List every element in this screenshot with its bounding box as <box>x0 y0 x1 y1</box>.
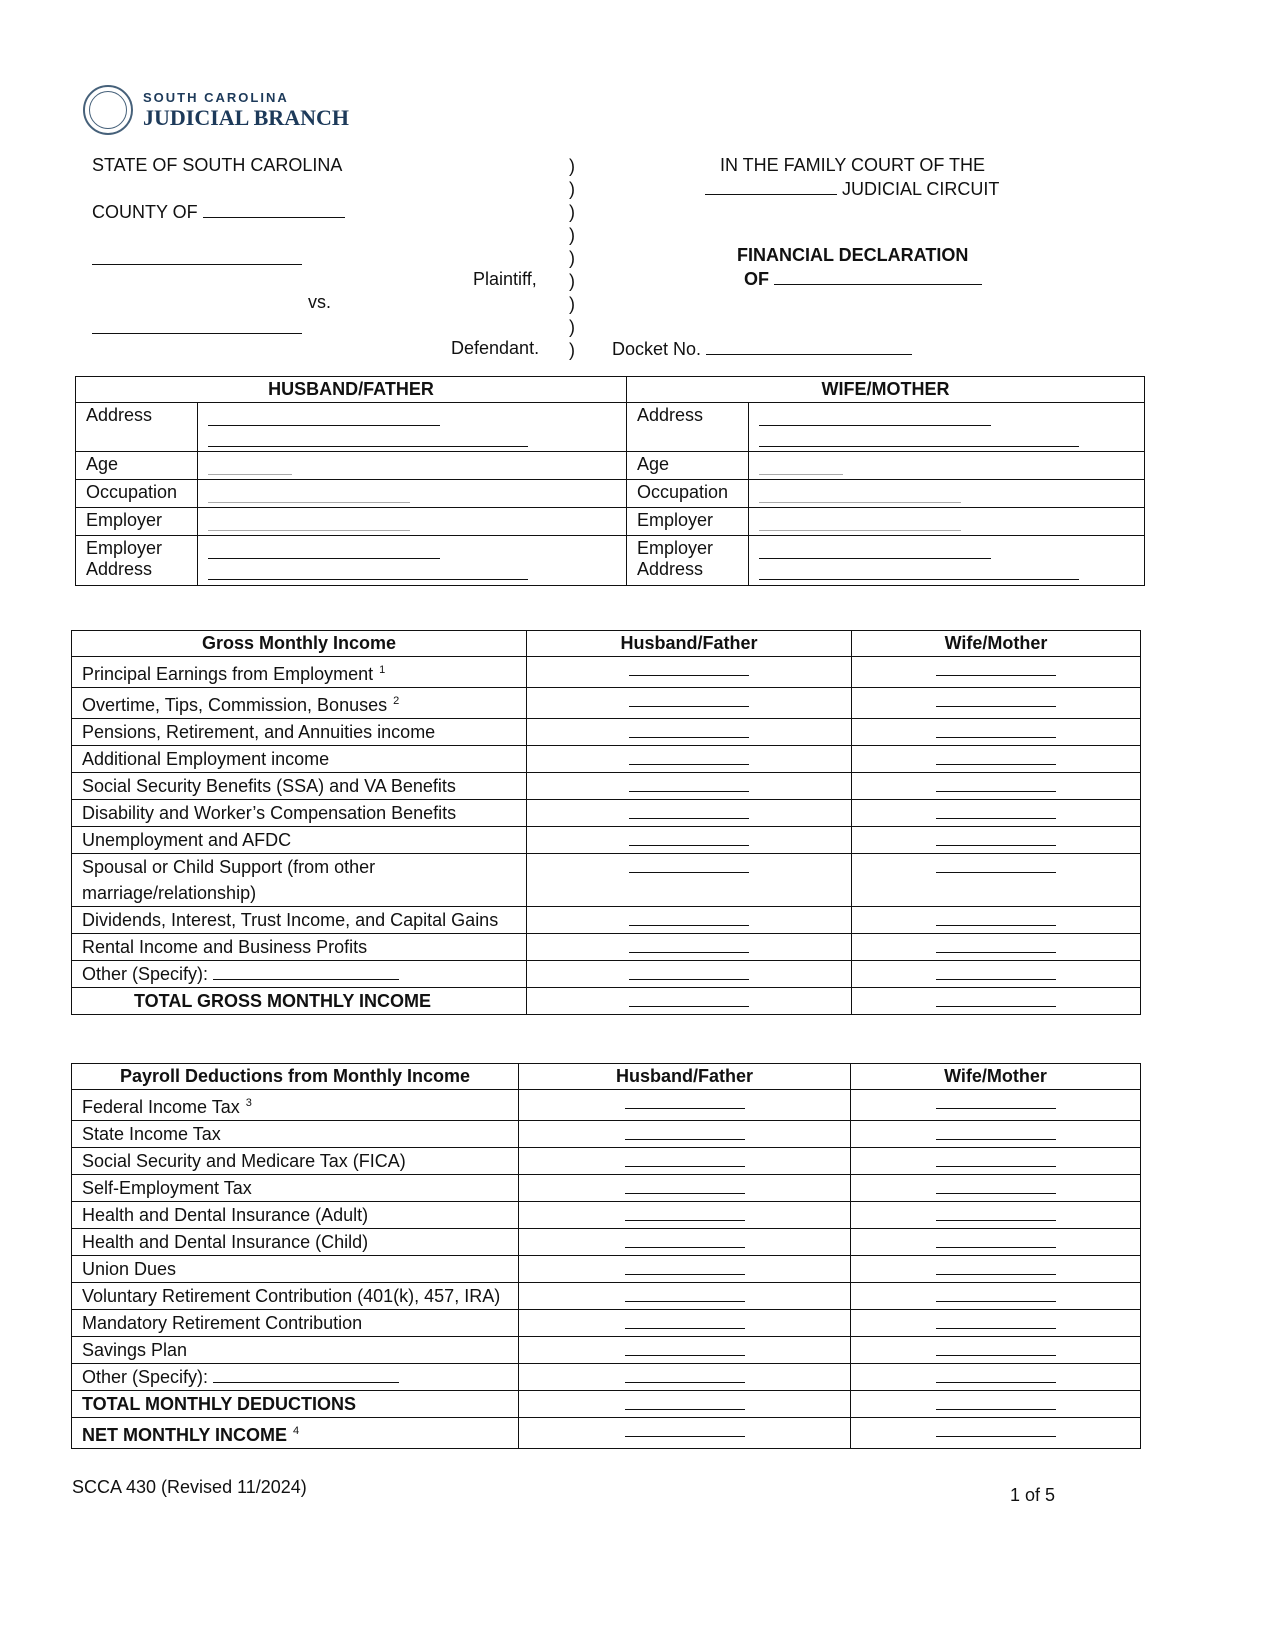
husband-header: HUSBAND/FATHER <box>76 377 627 403</box>
declarant-field[interactable] <box>774 268 982 285</box>
table-row <box>72 1202 1141 1229</box>
wife-amount-cell <box>851 1310 1141 1337</box>
husband-amount-cell <box>527 746 852 773</box>
defendant-name-field[interactable] <box>92 317 302 334</box>
row-label: Health and Dental Insurance (Child) <box>82 1232 369 1252</box>
wife-amount-cell <box>852 934 1141 961</box>
party-row <box>76 452 1145 480</box>
husband-input[interactable] <box>208 430 528 447</box>
specify-field[interactable] <box>213 963 399 980</box>
wife-amount-field[interactable] <box>936 775 1056 792</box>
husband-amount-cell <box>527 961 852 988</box>
docket-field[interactable] <box>706 338 912 355</box>
paren: ) <box>569 271 575 291</box>
row-label-cell <box>72 1364 519 1391</box>
wife-amount-field[interactable] <box>936 990 1056 1007</box>
row-label: Pensions, Retirement, and Annuities income <box>82 722 436 742</box>
row-label: Voluntary Retirement Contribution (401(k), 457, IRA) <box>82 1286 501 1306</box>
table-row <box>72 1418 1141 1449</box>
party-row <box>76 536 1145 586</box>
paren: ) <box>569 179 575 199</box>
table-row <box>72 988 1141 1015</box>
row-label-cell <box>72 773 527 800</box>
paren: ) <box>569 225 575 245</box>
table-row <box>72 827 1141 854</box>
husband-amount-field[interactable] <box>629 802 749 819</box>
wife-amount-cell <box>852 719 1141 746</box>
wife-amount-field[interactable] <box>936 1258 1056 1275</box>
logo <box>83 85 349 135</box>
husband-input[interactable] <box>208 563 528 580</box>
wife-amount-field[interactable] <box>936 802 1056 819</box>
wife-input[interactable] <box>759 563 1079 580</box>
husband-amount-cell <box>527 988 852 1015</box>
row-label-cell <box>72 746 527 773</box>
table-row <box>72 719 1141 746</box>
row-label: Other (Specify): <box>82 964 209 984</box>
husband-label: Occupation <box>76 480 198 508</box>
row-label-cell <box>72 688 527 719</box>
row-label: Unemployment and AFDC <box>82 830 292 850</box>
docket-label: Docket No. <box>612 339 702 359</box>
logo-line2: JUDICIAL BRANCH <box>143 104 349 130</box>
husband-field-cell <box>198 508 627 536</box>
row-label-cell <box>72 719 527 746</box>
husband-field-cell <box>198 452 627 480</box>
husband-amount-cell <box>527 907 852 934</box>
row-label: TOTAL GROSS MONTHLY INCOME <box>134 991 432 1011</box>
row-label-cell <box>72 854 527 907</box>
footnote-ref: 1 <box>379 664 386 676</box>
wife-amount-cell <box>852 988 1141 1015</box>
husband-amount-cell <box>527 688 852 719</box>
wife-input[interactable] <box>759 409 991 426</box>
wife-amount-field[interactable] <box>936 1285 1056 1302</box>
row-label-cell <box>72 1175 519 1202</box>
row-label-cell <box>72 988 527 1015</box>
table-row <box>72 961 1141 988</box>
husband-amount-field[interactable] <box>625 1420 745 1437</box>
table-row <box>72 1283 1141 1310</box>
header-row <box>72 1064 1141 1090</box>
footnote-ref: 3 <box>245 1097 252 1109</box>
husband-label: Address <box>76 403 198 452</box>
wife-amount-cell <box>852 827 1141 854</box>
wife-field-cell <box>749 480 1145 508</box>
wife-amount-cell <box>852 773 1141 800</box>
husband-amount-field[interactable] <box>629 829 749 846</box>
wife-amount-field[interactable] <box>936 1123 1056 1140</box>
of-row <box>744 268 982 290</box>
logo-line1: SOUTH CAROLINA <box>143 89 289 105</box>
wife-field-cell <box>749 508 1145 536</box>
wife-amount-field[interactable] <box>936 936 1056 953</box>
husband-amount-cell <box>519 1202 851 1229</box>
husband-label: Age <box>76 452 198 480</box>
husband-amount-cell <box>519 1148 851 1175</box>
husband-amount-field[interactable] <box>629 990 749 1007</box>
column-header: Wife/Mother <box>851 1064 1141 1090</box>
table-row <box>72 1391 1141 1418</box>
husband-field-cell <box>198 403 627 452</box>
caption-parentheses <box>569 155 575 362</box>
deductions-table <box>71 1063 1141 1449</box>
row-label: Additional Employment income <box>82 749 330 769</box>
wife-amount-cell <box>851 1283 1141 1310</box>
row-label-cell <box>72 800 527 827</box>
row-label: NET MONTHLY INCOME <box>82 1425 288 1445</box>
row-label: Social Security and Medicare Tax (FICA) <box>82 1151 406 1171</box>
parties-table <box>75 376 1145 586</box>
husband-amount-cell <box>519 1283 851 1310</box>
husband-input[interactable] <box>208 542 440 559</box>
husband-amount-field[interactable] <box>629 659 749 676</box>
husband-input[interactable] <box>208 486 410 503</box>
row-label-cell <box>72 1310 519 1337</box>
row-label: Overtime, Tips, Commission, Bonuses <box>82 695 388 715</box>
row-label: Social Security Benefits (SSA) and VA Benefits <box>82 776 456 796</box>
husband-amount-cell <box>519 1229 851 1256</box>
husband-amount-cell <box>527 719 852 746</box>
husband-amount-field[interactable] <box>629 963 749 980</box>
paren: ) <box>569 248 575 268</box>
circuit-field[interactable] <box>705 178 837 195</box>
husband-amount-field[interactable] <box>625 1258 745 1275</box>
wife-field-cell <box>749 536 1145 586</box>
table-row <box>72 688 1141 719</box>
husband-amount-cell <box>519 1175 851 1202</box>
circuit-label: JUDICIAL CIRCUIT <box>842 179 1000 199</box>
row-label: Principal Earnings from Employment <box>82 664 374 684</box>
paren: ) <box>569 340 575 360</box>
party-row <box>76 403 1145 452</box>
plaintiff-name-field[interactable] <box>92 248 302 265</box>
row-label: Spousal or Child Support (from other marriage/relationship) <box>82 857 376 903</box>
table-row <box>72 1121 1141 1148</box>
wife-label: Employer Address <box>627 536 749 586</box>
table-row <box>72 1148 1141 1175</box>
state-label: STATE OF SOUTH CAROLINA <box>92 155 343 175</box>
row-label: Self-Employment Tax <box>82 1178 252 1198</box>
court-label: IN THE FAMILY COURT OF THE <box>720 155 986 175</box>
husband-amount-field[interactable] <box>625 1231 745 1248</box>
husband-amount-cell <box>527 800 852 827</box>
husband-amount-cell <box>519 1364 851 1391</box>
column-header: Wife/Mother <box>852 631 1141 657</box>
wife-amount-field[interactable] <box>936 1092 1056 1109</box>
wife-amount-field[interactable] <box>936 748 1056 765</box>
husband-amount-cell <box>527 657 852 688</box>
wife-amount-cell <box>851 1256 1141 1283</box>
header-row <box>72 631 1141 657</box>
row-label-cell <box>72 1202 519 1229</box>
wife-amount-cell <box>851 1202 1141 1229</box>
husband-label: Employer <box>76 508 198 536</box>
row-label: TOTAL MONTHLY DEDUCTIONS <box>82 1394 357 1414</box>
row-label-cell <box>72 1148 519 1175</box>
wife-amount-cell <box>852 907 1141 934</box>
husband-amount-field[interactable] <box>625 1204 745 1221</box>
paren: ) <box>569 294 575 314</box>
husband-amount-field[interactable] <box>625 1177 745 1194</box>
row-label: Mandatory Retirement Contribution <box>82 1313 363 1333</box>
wife-amount-field[interactable] <box>936 721 1056 738</box>
wife-amount-cell <box>851 1229 1141 1256</box>
row-label: State Income Tax <box>82 1124 221 1144</box>
husband-label: Employer Address <box>76 536 198 586</box>
wife-input[interactable] <box>759 430 1079 447</box>
husband-amount-field[interactable] <box>629 856 749 873</box>
wife-amount-cell <box>852 657 1141 688</box>
wife-amount-cell <box>851 1391 1141 1418</box>
defendant-label: Defendant. <box>451 338 540 358</box>
husband-amount-cell <box>519 1391 851 1418</box>
wife-amount-cell <box>851 1337 1141 1364</box>
row-label-cell <box>72 907 527 934</box>
row-label-cell <box>72 1391 519 1418</box>
wife-input[interactable] <box>759 458 843 475</box>
wife-amount-cell <box>851 1418 1141 1449</box>
husband-amount-field[interactable] <box>629 690 749 707</box>
row-label-cell <box>72 1121 519 1148</box>
column-header: Payroll Deductions from Monthly Income <box>72 1064 519 1090</box>
wife-label: Employer <box>627 508 749 536</box>
wife-header: WIFE/MOTHER <box>627 377 1145 403</box>
table-row <box>72 934 1141 961</box>
wife-amount-cell <box>851 1090 1141 1121</box>
wife-amount-field[interactable] <box>936 659 1056 676</box>
table-row <box>72 1229 1141 1256</box>
husband-amount-field[interactable] <box>625 1285 745 1302</box>
table-row <box>72 746 1141 773</box>
wife-amount-cell <box>851 1175 1141 1202</box>
husband-amount-field[interactable] <box>629 936 749 953</box>
wife-amount-field[interactable] <box>936 1204 1056 1221</box>
plaintiff-label: Plaintiff, <box>473 269 537 289</box>
wife-amount-field[interactable] <box>936 963 1056 980</box>
husband-amount-cell <box>527 773 852 800</box>
husband-amount-cell <box>519 1418 851 1449</box>
party-row <box>76 480 1145 508</box>
row-label-cell <box>72 1283 519 1310</box>
footnote-ref: 4 <box>293 1425 300 1437</box>
row-label: Disability and Worker’s Compensation Benefits <box>82 803 457 823</box>
row-label-cell <box>72 657 527 688</box>
of-label: OF <box>744 269 769 289</box>
row-label: Savings Plan <box>82 1340 188 1360</box>
income-table <box>71 630 1141 1015</box>
husband-amount-field[interactable] <box>625 1393 745 1410</box>
table-row <box>72 657 1141 688</box>
circuit-row <box>705 178 999 200</box>
husband-amount-field[interactable] <box>629 748 749 765</box>
wife-amount-cell <box>851 1148 1141 1175</box>
table-row <box>72 1175 1141 1202</box>
header-row <box>76 377 1145 403</box>
county-label: COUNTY OF <box>92 202 198 222</box>
paren: ) <box>569 317 575 337</box>
row-label-cell <box>72 1337 519 1364</box>
wife-amount-field[interactable] <box>936 1177 1056 1194</box>
husband-amount-cell <box>527 934 852 961</box>
husband-amount-field[interactable] <box>625 1123 745 1140</box>
wife-amount-field[interactable] <box>936 1339 1056 1356</box>
table-row <box>72 1364 1141 1391</box>
row-label-cell <box>72 934 527 961</box>
table-row <box>72 854 1141 907</box>
husband-amount-cell <box>519 1121 851 1148</box>
paren: ) <box>569 202 575 222</box>
husband-amount-field[interactable] <box>625 1312 745 1329</box>
wife-amount-field[interactable] <box>936 909 1056 926</box>
husband-amount-cell <box>527 854 852 907</box>
wife-amount-cell <box>852 688 1141 719</box>
wife-amount-cell <box>852 854 1141 907</box>
table-row <box>72 907 1141 934</box>
row-label: Rental Income and Business Profits <box>82 937 368 957</box>
wife-label: Address <box>627 403 749 452</box>
row-label-cell <box>72 827 527 854</box>
wife-input[interactable] <box>759 514 961 531</box>
husband-amount-cell <box>519 1090 851 1121</box>
column-header: Gross Monthly Income <box>72 631 527 657</box>
county-field[interactable] <box>203 201 345 218</box>
husband-field-cell <box>198 480 627 508</box>
column-header: Husband/Father <box>519 1064 851 1090</box>
husband-amount-field[interactable] <box>629 721 749 738</box>
table-row <box>72 773 1141 800</box>
wife-amount-field[interactable] <box>936 1312 1056 1329</box>
husband-input[interactable] <box>208 409 440 426</box>
wife-amount-field[interactable] <box>936 690 1056 707</box>
wife-amount-cell <box>852 800 1141 827</box>
husband-amount-cell <box>519 1256 851 1283</box>
wife-input[interactable] <box>759 486 961 503</box>
document-title: FINANCIAL DECLARATION <box>737 245 969 265</box>
wife-field-cell <box>749 452 1145 480</box>
paren: ) <box>569 156 575 176</box>
row-label-cell <box>72 961 527 988</box>
wife-amount-field[interactable] <box>936 1231 1056 1248</box>
row-label-cell <box>72 1090 519 1121</box>
wife-label: Occupation <box>627 480 749 508</box>
footnote-ref: 2 <box>393 695 400 707</box>
wife-amount-field[interactable] <box>936 829 1056 846</box>
county-row <box>92 201 345 223</box>
husband-amount-field[interactable] <box>629 909 749 926</box>
form-number: SCCA 430 (Revised 11/2024) <box>72 1477 307 1497</box>
docket-row <box>612 338 912 360</box>
wife-amount-field[interactable] <box>936 1150 1056 1167</box>
row-label: Other (Specify): <box>82 1367 209 1387</box>
table-row <box>72 1337 1141 1364</box>
wife-amount-field[interactable] <box>936 1420 1056 1437</box>
specify-field[interactable] <box>213 1366 399 1383</box>
wife-field-cell <box>749 403 1145 452</box>
row-label-cell <box>72 1256 519 1283</box>
row-label: Dividends, Interest, Trust Income, and Capital Gains <box>82 910 499 930</box>
wife-amount-field[interactable] <box>936 856 1056 873</box>
table-row <box>72 1256 1141 1283</box>
party-row <box>76 508 1145 536</box>
row-label-cell <box>72 1229 519 1256</box>
row-label: Health and Dental Insurance (Adult) <box>82 1205 369 1225</box>
husband-amount-field[interactable] <box>625 1366 745 1383</box>
seal-icon <box>83 85 133 135</box>
husband-amount-cell <box>519 1310 851 1337</box>
wife-amount-cell <box>851 1121 1141 1148</box>
wife-label: Age <box>627 452 749 480</box>
wife-amount-cell <box>851 1364 1141 1391</box>
table-row <box>72 1310 1141 1337</box>
husband-field-cell <box>198 536 627 586</box>
wife-amount-field[interactable] <box>936 1393 1056 1410</box>
husband-amount-field[interactable] <box>629 775 749 792</box>
row-label: Federal Income Tax <box>82 1097 240 1117</box>
wife-amount-cell <box>852 746 1141 773</box>
row-label: Union Dues <box>82 1259 177 1279</box>
wife-amount-cell <box>852 961 1141 988</box>
table-row <box>72 1090 1141 1121</box>
row-label-cell <box>72 1418 519 1449</box>
husband-input[interactable] <box>208 458 292 475</box>
page-number: 1 of 5 <box>1010 1485 1056 1505</box>
husband-amount-cell <box>527 827 852 854</box>
column-header: Husband/Father <box>527 631 852 657</box>
vs-label: vs. <box>308 292 332 312</box>
husband-amount-field[interactable] <box>625 1339 745 1356</box>
husband-amount-cell <box>519 1337 851 1364</box>
wife-input[interactable] <box>759 542 991 559</box>
wife-amount-field[interactable] <box>936 1366 1056 1383</box>
husband-input[interactable] <box>208 514 410 531</box>
husband-amount-field[interactable] <box>625 1092 745 1109</box>
table-row <box>72 800 1141 827</box>
husband-amount-field[interactable] <box>625 1150 745 1167</box>
